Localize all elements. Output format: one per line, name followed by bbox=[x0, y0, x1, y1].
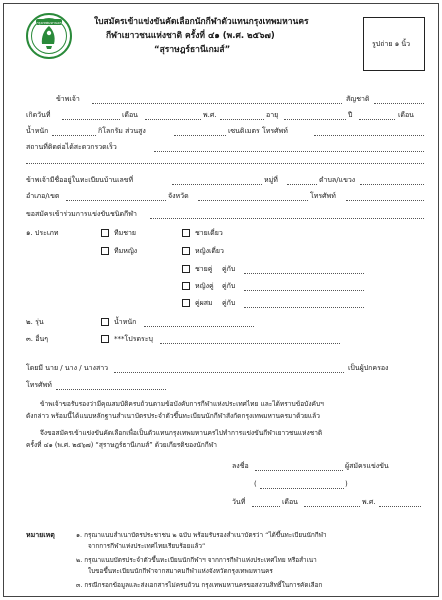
checkbox-men-doubles[interactable] bbox=[182, 265, 190, 273]
label-applicant: ผู้สมัครแข่งขัน bbox=[345, 462, 389, 470]
field-moo[interactable] bbox=[287, 184, 317, 185]
checkbox-weight-class[interactable] bbox=[101, 318, 109, 326]
label-weight-class: น้ำหนัก bbox=[114, 318, 137, 326]
label-mixed-doubles-partner: คู่กับ bbox=[222, 299, 236, 307]
label-height: กิโลกรัม ส่วนสูง bbox=[98, 127, 146, 135]
field-subdistrict[interactable] bbox=[360, 184, 424, 185]
label-guardian-role: เป็นผู้ปกครอง bbox=[348, 364, 389, 372]
label-guardian-phone: โทรศัพท์ bbox=[26, 381, 52, 389]
declaration-line1: ข้าพเจ้าขอรับรองว่ามีคุณสมบัติครบถ้วนตามข้อบังคับการกีฬาแห่งประเทศไทย และได้ทราบข้อบังคับฯ bbox=[40, 400, 324, 408]
field-contact-address[interactable] bbox=[154, 151, 424, 152]
field-printed-name[interactable] bbox=[260, 488, 344, 489]
field-men-doubles-partner[interactable] bbox=[244, 273, 364, 274]
label-women-doubles-partner: คู่กับ bbox=[222, 282, 236, 290]
form-title-line3: “สุราษฎร์ธานีเกมส์” bbox=[154, 45, 231, 55]
label-other: ๓. อื่นๆ bbox=[26, 335, 48, 343]
label-sign-date: วันที่ bbox=[232, 498, 246, 506]
label-category: ๑. ประเภท bbox=[26, 229, 59, 237]
field-guardian-phone[interactable] bbox=[56, 389, 166, 390]
checkbox-team-women[interactable] bbox=[101, 247, 109, 255]
label-phone: เซนติเมตร โทรศัพท์ bbox=[228, 127, 288, 135]
form-title-line1: ใบสมัครเข้าแข่งขันคัดเลือกนักกีฬาตัวแทนกรุงเทพมหานคร bbox=[94, 17, 309, 27]
field-mixed-doubles-partner[interactable] bbox=[244, 307, 364, 308]
note-3-line1: ๓. กรณีกรอกข้อมูลและส่งเอกสารไม่ครบถ้วน กรุงเทพมหานครขอสงวนสิทธิ์ในการคัดเลือก bbox=[76, 581, 323, 589]
label-sign-year: พ.ศ. bbox=[362, 498, 376, 506]
label-team-men: ทีมชาย bbox=[114, 229, 137, 237]
checkbox-other[interactable] bbox=[101, 335, 109, 343]
field-sport-type[interactable] bbox=[150, 218, 424, 219]
bangkok-seal-logo bbox=[26, 13, 72, 59]
field-women-doubles-partner[interactable] bbox=[244, 290, 364, 291]
label-women-doubles: หญิงคู่ bbox=[195, 282, 214, 290]
field-signature[interactable] bbox=[255, 470, 343, 471]
checkbox-team-men[interactable] bbox=[101, 229, 109, 237]
label-born-on: เกิดวันที่ bbox=[26, 111, 51, 119]
logo-lettering: กรุงเทพมหานคร bbox=[36, 20, 62, 25]
label-sign-month: เดือน bbox=[282, 498, 298, 506]
label-years: ปี bbox=[348, 111, 353, 119]
field-nationality[interactable] bbox=[374, 103, 424, 104]
label-birth-year: พ.ศ. bbox=[203, 111, 217, 119]
label-district: อำเภอ/เขต bbox=[26, 192, 60, 200]
note-1-line2: จากการกีฬาแห่งประเทศไทยเรียบร้อยแล้ว” bbox=[88, 542, 206, 550]
label-guardian-name: โดยมี นาย / นาง / นางสาว bbox=[26, 364, 109, 372]
signature-name-close-paren: ) bbox=[345, 480, 348, 488]
field-province[interactable] bbox=[198, 200, 308, 201]
label-subdistrict: ตำบล/แขวง bbox=[319, 176, 356, 184]
label-weight: น้ำหนัก bbox=[26, 127, 49, 135]
field-age-years[interactable] bbox=[284, 119, 346, 120]
signature-name-open-paren: ( bbox=[254, 480, 257, 488]
field-birth-month[interactable] bbox=[145, 119, 201, 120]
checkbox-mixed-doubles[interactable] bbox=[182, 299, 190, 307]
declaration-line4: ครั้งที่ ๔๑ (พ.ศ. ๒๕๖๗) “สุราษฎร์ธานีเกมส์” ด้วยเกียรติของนักกีฬา bbox=[26, 441, 217, 449]
photo-box bbox=[363, 17, 425, 71]
label-age: อายุ bbox=[266, 111, 279, 119]
note-2-line1: ๒. กรุณาแนบบัตรประจำตัวขึ้นทะเบียนนักกีฬาฯ จากการกีฬาแห่งประเทศไทย หรือสำเนา bbox=[76, 556, 317, 564]
label-sport-type: ขอสมัครเข้าร่วมการแข่งขันชนิดกีฬา bbox=[26, 210, 137, 218]
field-guardian-name[interactable] bbox=[114, 372, 344, 373]
checkbox-men-singles[interactable] bbox=[182, 229, 190, 237]
label-house-registration: ข้าพเจ้ามีชื่ออยู่ในทะเบียนบ้านเลขที่ bbox=[26, 176, 134, 184]
label-months: เดือน bbox=[398, 111, 414, 119]
label-division: ๒. รุ่น bbox=[26, 318, 44, 326]
field-birth-year[interactable] bbox=[220, 119, 264, 120]
field-weight[interactable] bbox=[52, 135, 96, 136]
field-house-number[interactable] bbox=[172, 184, 262, 185]
field-birth-day[interactable] bbox=[62, 119, 120, 120]
notes-heading: หมายเหตุ bbox=[26, 531, 55, 539]
label-team-women: ทีมหญิง bbox=[114, 247, 138, 255]
declaration-line2: ดังกล่าว พร้อมนี้ได้แนบหลักฐานสำเนาบัตรประจำตัวขึ้นทะเบียนนักกีฬาสังกัดกรุงเทพมหานครมาด้วยแล้ว bbox=[26, 412, 320, 420]
label-birth-month: เดือน bbox=[122, 111, 138, 119]
field-phone[interactable] bbox=[314, 135, 424, 136]
note-1-line1: ๑. กรุณาแนบสำเนาบัตรประชาชน ๒ ฉบับ พร้อมรับรองสำเนาบัตรว่า “ได้ขึ้นทะเบียนนักกีฬา bbox=[76, 531, 327, 539]
label-nationality: สัญชาติ bbox=[346, 95, 370, 103]
field-other-specify[interactable] bbox=[160, 343, 340, 344]
label-address-phone: โทรศัพท์ bbox=[310, 192, 336, 200]
form-title-line2: กีฬาเยาวชนแห่งชาติ ครั้งที่ ๔๑ (พ.ศ. ๒๕๖๗) bbox=[106, 31, 275, 41]
field-age-months[interactable] bbox=[359, 119, 395, 120]
checkbox-women-doubles[interactable] bbox=[182, 282, 190, 290]
declaration-line3: จึงขอสมัครเข้าแข่งขันคัดเลือกเพื่อเป็นตัวแทนกรุงเทพมหานครไปทำการแข่งขันกีฬาเยาวชนแห่งชาติ bbox=[40, 429, 323, 437]
label-women-singles: หญิงเดี่ยว bbox=[195, 247, 224, 255]
field-weight-class[interactable] bbox=[144, 326, 254, 327]
label-other-specify: ***โปรดระบุ bbox=[114, 335, 153, 343]
field-height[interactable] bbox=[174, 135, 226, 136]
field-district[interactable] bbox=[66, 200, 166, 201]
field-sign-day[interactable] bbox=[252, 506, 280, 507]
application-form-sheet bbox=[3, 3, 439, 597]
label-men-doubles: ชายคู่ bbox=[195, 265, 213, 273]
field-sign-month[interactable] bbox=[304, 506, 360, 507]
field-address-phone[interactable] bbox=[346, 200, 424, 201]
field-contact-address-line2[interactable] bbox=[26, 163, 424, 164]
photo-caption: รูปถ่าย ๑ นิ้ว bbox=[372, 40, 411, 48]
field-sign-year[interactable] bbox=[379, 506, 421, 507]
label-province: จังหวัด bbox=[168, 192, 189, 200]
field-applicant-name[interactable] bbox=[92, 103, 342, 104]
label-applicant-name: ข้าพเจ้า bbox=[56, 95, 80, 103]
label-contact-address: สถานที่ติดต่อได้สะดวกรวดเร็ว bbox=[26, 143, 117, 151]
label-men-singles: ชายเดี่ยว bbox=[195, 229, 223, 237]
checkbox-women-singles[interactable] bbox=[182, 247, 190, 255]
note-2-line2: ใบขอขึ้นทะเบียนนักกีฬาจากสมาคมกีฬาแห่งจังหวัดกรุงเทพมหานคร bbox=[88, 567, 273, 575]
label-men-doubles-partner: คู่กับ bbox=[222, 265, 236, 273]
label-sign: ลงชื่อ bbox=[232, 462, 249, 470]
label-mixed-doubles: คู่ผสม bbox=[195, 299, 213, 307]
label-moo: หมู่ที่ bbox=[264, 176, 278, 184]
